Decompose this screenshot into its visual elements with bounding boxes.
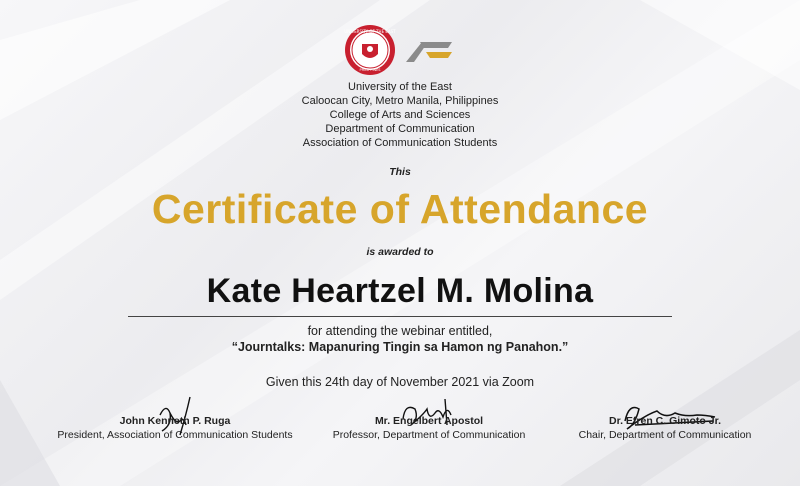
- this-label: This: [389, 166, 411, 178]
- institution-header: [0, 80, 800, 150]
- header-address: Caloocan City, Metro Manila, Philippines: [301, 95, 499, 107]
- signatory-2: [318, 395, 540, 461]
- university-seal-icon: [344, 24, 396, 76]
- webinar-title: “Journtalks: Mapanuring Tingin sa Hamon ng Panahon.”: [231, 340, 569, 354]
- logos: [344, 24, 456, 76]
- signatory-3-name: Dr. Efren C. Gimoto Jr.: [608, 415, 722, 427]
- attendance-text: for attending the webinar entitled,: [307, 324, 493, 338]
- signatory-3-role: Chair, Department of Communication: [578, 429, 752, 441]
- header-university: University of the East: [348, 81, 452, 93]
- signatory-1: [40, 395, 310, 461]
- signatory-1-role: President, Association of Communication Students: [57, 429, 293, 441]
- given-date: Given this 24th day of November 2021 via Zoom: [265, 375, 535, 389]
- signatory-2-name: Mr. Engelbert Apostol: [374, 415, 484, 427]
- svg-text:UNIVERSITY OF THE EAST: UNIVERSITY OF THE EAST: [344, 29, 396, 34]
- header-college: College of Arts and Sciences: [329, 109, 471, 121]
- signatory-1-name: John Kenneth P. Ruga: [119, 415, 231, 427]
- svg-text:PHILIPPINES: PHILIPPINES: [359, 68, 381, 72]
- recipient-name: Kate Heartzel M. Molina: [206, 272, 594, 310]
- signatory-3: [570, 395, 760, 461]
- name-underline: [128, 316, 672, 317]
- signatory-2-role: Professor, Department of Communication: [332, 429, 526, 441]
- header-department: Department of Communication: [325, 123, 475, 135]
- awarded-label: is awarded to: [366, 246, 434, 258]
- certificate-title: Certificate of Attendance: [151, 186, 649, 232]
- header-association: Association of Communication Students: [302, 137, 498, 149]
- ac-logo-icon: [406, 36, 454, 64]
